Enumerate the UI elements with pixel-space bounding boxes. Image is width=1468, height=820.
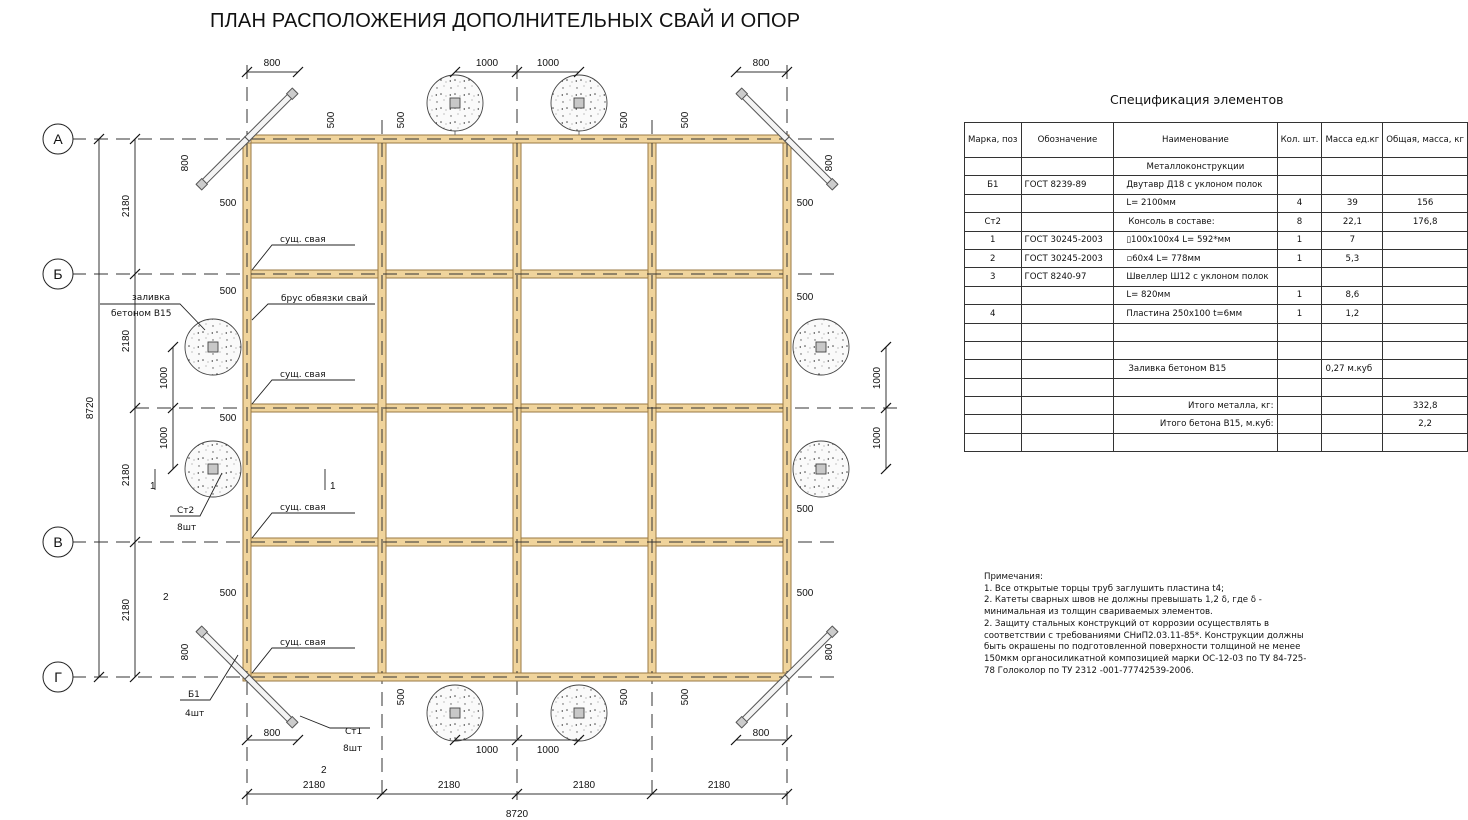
svg-text:2180: 2180 — [707, 780, 731, 791]
svg-text:2180: 2180 — [121, 598, 132, 622]
spec-cell — [1277, 397, 1322, 415]
svg-text:Б: Б — [53, 266, 63, 282]
spec-cell: Б1 — [965, 176, 1022, 194]
spec-cell: 7 — [1322, 231, 1383, 249]
note-line: минимальная из толщин свариваемых элементов. — [984, 607, 1213, 618]
spec-cell — [965, 415, 1022, 433]
svg-text:2180: 2180 — [572, 780, 596, 791]
spec-cell — [1322, 415, 1383, 433]
spec-cell: Ст2 — [965, 213, 1022, 231]
svg-text:2: 2 — [321, 765, 327, 776]
spec-cell: Пластина 250х100 t=6мм — [1114, 305, 1277, 323]
spec-cell — [1383, 378, 1468, 396]
header-total-mass: Общая, масса, кг — [1383, 123, 1468, 158]
spec-row — [965, 268, 1468, 286]
spec-cell: 3 — [965, 268, 1022, 286]
svg-text:сущ. свая: сущ. свая — [280, 235, 326, 245]
page-title: ПЛАН РАСПОЛОЖЕНИЯ ДОПОЛНИТЕЛЬНЫХ СВАЙ И ОПОР — [210, 10, 801, 32]
spec-cell — [1021, 378, 1114, 396]
svg-text:500: 500 — [796, 504, 814, 515]
svg-text:500: 500 — [219, 588, 237, 599]
svg-text:Ст1: Ст1 — [345, 727, 363, 737]
svg-text:брус обвязки свай: брус обвязки свай — [281, 294, 368, 304]
svg-text:500: 500 — [326, 111, 337, 129]
spec-cell: Итого металла, кг: — [1114, 397, 1277, 415]
spec-row — [965, 249, 1468, 267]
spec-row — [965, 415, 1468, 433]
svg-text:1: 1 — [330, 481, 336, 492]
spec-cell — [965, 378, 1022, 396]
spec-cell: 2,2 — [1383, 415, 1468, 433]
spec-row — [965, 397, 1468, 415]
svg-text:бетоном В15: бетоном В15 — [111, 309, 172, 319]
spec-row — [965, 433, 1468, 451]
note-line: соответствии с требованиями СНиП2.03.11-85*. Конструкции должны — [984, 630, 1304, 641]
svg-text:В: В — [53, 534, 63, 550]
spec-cell: Итого бетона В15, м.куб: — [1114, 415, 1277, 433]
spec-cell — [1383, 305, 1468, 323]
spec-cell: Швеллер Ш12 с уклоном полок — [1114, 268, 1277, 286]
notes-heading: Примечания: — [984, 572, 1043, 582]
spec-cell — [1277, 415, 1322, 433]
svg-text:4шт: 4шт — [185, 709, 205, 719]
svg-text:Ст2: Ст2 — [177, 506, 195, 516]
spec-cell — [1383, 231, 1468, 249]
svg-text:1000: 1000 — [159, 366, 170, 390]
axis-bubble-v — [43, 527, 73, 557]
spec-cell: Металлоконструкции — [1114, 158, 1277, 176]
svg-text:сущ. свая: сущ. свая — [280, 370, 326, 380]
spec-cell — [965, 360, 1022, 378]
spec-cell: 0,27 м.куб — [1322, 360, 1383, 378]
spec-cell — [1383, 176, 1468, 194]
svg-text:Г: Г — [54, 669, 62, 685]
spec-cell — [1114, 323, 1277, 341]
svg-text:8720: 8720 — [505, 809, 529, 820]
spec-cell — [1383, 158, 1468, 176]
svg-text:500: 500 — [619, 688, 630, 706]
svg-text:800: 800 — [824, 643, 835, 661]
spec-cell — [1383, 323, 1468, 341]
svg-text:500: 500 — [219, 198, 237, 209]
svg-text:1000: 1000 — [475, 58, 499, 69]
svg-text:2180: 2180 — [302, 780, 326, 791]
spec-cell: 156 — [1383, 194, 1468, 212]
svg-text:8шт: 8шт — [343, 744, 363, 754]
spec-row — [965, 323, 1468, 341]
spec-cell — [1277, 268, 1322, 286]
svg-text:800: 800 — [180, 154, 191, 172]
svg-text:500: 500 — [680, 688, 691, 706]
svg-text:2180: 2180 — [121, 463, 132, 487]
spec-cell: ГОСТ 8239-89 — [1021, 176, 1114, 194]
spec-cell — [1114, 433, 1277, 451]
header-mark: Марка, поз — [965, 123, 1022, 158]
svg-text:1000: 1000 — [159, 426, 170, 450]
svg-text:500: 500 — [396, 688, 407, 706]
svg-text:сущ. свая: сущ. свая — [280, 638, 326, 648]
spec-cell — [1021, 341, 1114, 359]
header-name: Наименование — [1114, 123, 1277, 158]
spec-header-row — [965, 123, 1468, 158]
spec-cell: 22,1 — [1322, 213, 1383, 231]
note-line: 1. Все открытые торцы труб заглушить пластина t4; — [984, 583, 1224, 594]
spec-row — [965, 231, 1468, 249]
spec-row — [965, 213, 1468, 231]
svg-text:800: 800 — [263, 728, 281, 739]
svg-text:500: 500 — [219, 286, 237, 297]
spec-cell — [1021, 433, 1114, 451]
left-dimensions — [94, 134, 140, 682]
spec-row — [965, 305, 1468, 323]
svg-text:2: 2 — [163, 592, 169, 603]
spec-cell — [1277, 176, 1322, 194]
svg-text:заливка: заливка — [132, 293, 171, 303]
svg-text:500: 500 — [796, 292, 814, 303]
spec-cell: 1 — [1277, 249, 1322, 267]
spec-cell — [1322, 176, 1383, 194]
spec-cell — [965, 194, 1022, 212]
svg-text:1000: 1000 — [872, 366, 883, 390]
spec-cell — [1383, 249, 1468, 267]
spec-cell — [1277, 433, 1322, 451]
svg-text:800: 800 — [824, 154, 835, 172]
spec-cell: Заливка бетоном В15 — [1114, 360, 1277, 378]
spec-cell — [1277, 360, 1322, 378]
spec-title: Спецификация элементов — [1110, 92, 1284, 107]
spec-cell: 4 — [965, 305, 1022, 323]
svg-text:1: 1 — [150, 481, 156, 492]
spec-cell — [1021, 305, 1114, 323]
spec-row — [965, 378, 1468, 396]
svg-text:А: А — [53, 131, 63, 147]
spec-cell: ГОСТ 30245-2003 — [1021, 231, 1114, 249]
spec-cell — [1322, 433, 1383, 451]
spec-cell: L= 820мм — [1114, 286, 1277, 304]
svg-text:500: 500 — [796, 588, 814, 599]
spec-cell — [965, 323, 1022, 341]
svg-text:1000: 1000 — [536, 745, 560, 756]
svg-text:Б1: Б1 — [188, 690, 200, 700]
spec-cell: 1 — [965, 231, 1022, 249]
spec-cell — [1322, 397, 1383, 415]
spec-cell: Консоль в составе: — [1114, 213, 1277, 231]
svg-text:сущ. свая: сущ. свая — [280, 503, 326, 513]
spec-cell — [1322, 268, 1383, 286]
header-designation: Обозначение — [1021, 123, 1114, 158]
svg-text:1000: 1000 — [872, 426, 883, 450]
spec-cell: 8 — [1277, 213, 1322, 231]
svg-text:1000: 1000 — [536, 58, 560, 69]
axis-bubble-b — [43, 259, 73, 289]
spec-cell: L= 2100мм — [1114, 194, 1277, 212]
spec-cell — [965, 341, 1022, 359]
spec-cell — [1383, 286, 1468, 304]
spec-cell — [1277, 341, 1322, 359]
spec-cell — [1021, 194, 1114, 212]
spec-cell — [1383, 268, 1468, 286]
axis-bubble-g — [43, 662, 73, 692]
spec-cell — [1383, 433, 1468, 451]
spec-cell — [1383, 341, 1468, 359]
spec-cell — [1277, 378, 1322, 396]
svg-text:500: 500 — [680, 111, 691, 129]
svg-text:8шт: 8шт — [177, 523, 197, 533]
spec-cell — [1277, 323, 1322, 341]
spec-cell: 1 — [1277, 231, 1322, 249]
spec-cell: 332,8 — [1383, 397, 1468, 415]
spec-cell — [965, 158, 1022, 176]
spec-row — [965, 341, 1468, 359]
spec-cell: 8,6 — [1322, 286, 1383, 304]
svg-text:800: 800 — [752, 728, 770, 739]
spec-row — [965, 360, 1468, 378]
spec-cell — [1021, 158, 1114, 176]
spec-cell: 176,8 — [1383, 213, 1468, 231]
spec-cell: 1,2 — [1322, 305, 1383, 323]
note-line: 78 Голоколор по ТУ 2312 -001-77742539-2006. — [984, 665, 1194, 676]
svg-text:2180: 2180 — [121, 194, 132, 218]
svg-text:800: 800 — [180, 643, 191, 661]
spec-cell — [1021, 397, 1114, 415]
spec-cell: ▫60х4 L= 778мм — [1114, 249, 1277, 267]
spec-cell: 39 — [1322, 194, 1383, 212]
spec-cell — [965, 286, 1022, 304]
spec-cell — [1021, 415, 1114, 433]
specification-table — [964, 122, 1468, 452]
spec-cell: 1 — [1277, 286, 1322, 304]
spec-cell — [1322, 378, 1383, 396]
svg-text:2180: 2180 — [437, 780, 461, 791]
spec-cell — [1114, 341, 1277, 359]
spec-row — [965, 158, 1468, 176]
svg-text:800: 800 — [752, 58, 770, 69]
spec-cell — [1383, 360, 1468, 378]
spec-cell: ▯100х100х4 L= 592*мм — [1114, 231, 1277, 249]
svg-text:500: 500 — [796, 198, 814, 209]
svg-text:800: 800 — [263, 58, 281, 69]
header-qty: Кол. шт. — [1277, 123, 1322, 158]
spec-cell — [1322, 158, 1383, 176]
spec-cell — [1021, 360, 1114, 378]
spec-cell — [1277, 158, 1322, 176]
note-line: быть окрашены по подготовленной поверхности толщиной не менее — [984, 642, 1301, 653]
spec-cell — [1114, 378, 1277, 396]
spec-cell — [1322, 341, 1383, 359]
spec-cell — [1021, 323, 1114, 341]
note-line: 150мкм органосиликатной композицией марки ОС-12-03 по ТУ 84-725- — [984, 653, 1307, 664]
spec-cell — [965, 397, 1022, 415]
spec-row — [965, 194, 1468, 212]
spec-cell — [965, 433, 1022, 451]
svg-text:1000: 1000 — [475, 745, 499, 756]
spec-cell — [1021, 286, 1114, 304]
svg-text:500: 500 — [219, 413, 237, 424]
spec-cell: Двутавр Д18 с уклоном полок — [1114, 176, 1277, 194]
svg-text:500: 500 — [396, 111, 407, 129]
spec-cell: 4 — [1277, 194, 1322, 212]
spec-cell: 2 — [965, 249, 1022, 267]
spec-cell: ГОСТ 30245-2003 — [1021, 249, 1114, 267]
note-line: 2. Защиту стальных конструкций от коррозии осуществлять в — [984, 618, 1270, 629]
spec-cell: 1 — [1277, 305, 1322, 323]
spec-row — [965, 176, 1468, 194]
spec-cell: ГОСТ 8240-97 — [1021, 268, 1114, 286]
spec-cell: 5,3 — [1322, 249, 1383, 267]
header-unit-mass: Масса ед.кг — [1322, 123, 1383, 158]
axis-bubble-a — [43, 124, 73, 154]
notes-block — [984, 572, 1344, 677]
svg-text:2180: 2180 — [121, 329, 132, 353]
svg-text:8720: 8720 — [85, 396, 96, 420]
spec-row — [965, 286, 1468, 304]
note-line: 2. Катеты сварных швов не должны превышать 1,2 δ, где δ - — [984, 595, 1262, 606]
svg-text:500: 500 — [619, 111, 630, 129]
spec-cell — [1322, 323, 1383, 341]
spec-cell — [1021, 213, 1114, 231]
